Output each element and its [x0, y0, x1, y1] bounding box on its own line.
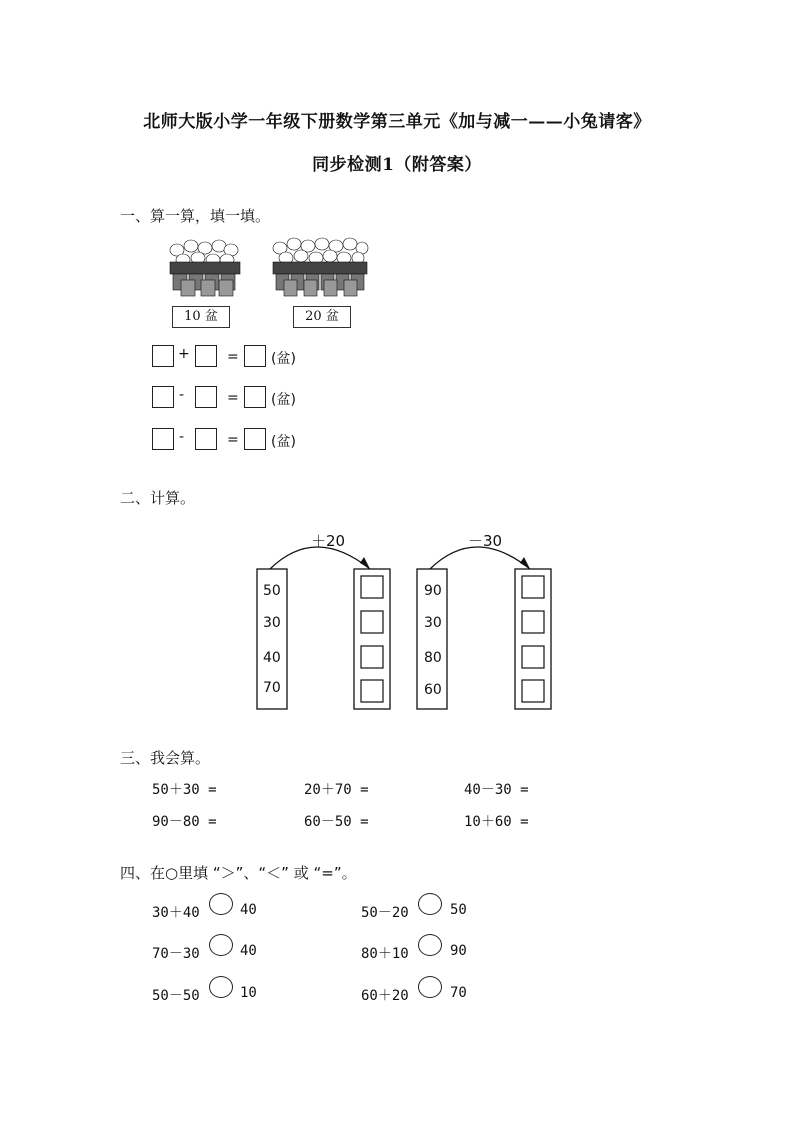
answer-box[interactable]: [244, 345, 266, 367]
compare-left-expr: 50－20: [361, 905, 409, 921]
compare-left-expr: 80＋10: [361, 946, 409, 962]
arithmetic-problem: 60－50 =: [304, 814, 369, 830]
section-3-heading: 三、我会算。: [120, 749, 211, 767]
compare-circle[interactable]: [418, 893, 442, 915]
answer-box[interactable]: [195, 386, 217, 408]
answer-box[interactable]: [244, 386, 266, 408]
compare-right-value: 40: [240, 943, 257, 959]
arithmetic-problem: 50＋30 =: [152, 782, 217, 798]
section-1-heading: 一、算一算，填一填。: [120, 207, 271, 225]
answer-box[interactable]: [152, 386, 174, 408]
pot-count-label-2: 20 盆: [293, 306, 351, 328]
compare-left-expr: 70－30: [152, 946, 200, 962]
strip-number: 30: [424, 615, 442, 631]
page-subtitle: 同步检测1（附答案）: [312, 155, 482, 175]
strip-number: 60: [424, 682, 442, 698]
strip-number: 70: [263, 680, 281, 696]
unit-label: (盆): [271, 434, 296, 450]
answer-box[interactable]: [195, 428, 217, 450]
equals-sign: =: [227, 349, 239, 365]
operation-label-right: －30: [468, 532, 503, 550]
arrow-head-icon: [520, 557, 530, 569]
calc-diagram: [250, 525, 560, 720]
equals-sign: =: [227, 390, 239, 406]
operator: -: [179, 429, 185, 445]
strip-number: 80: [424, 650, 442, 666]
compare-right-value: 10: [240, 985, 257, 1001]
compare-circle[interactable]: [209, 934, 233, 956]
arithmetic-problem: 20＋70 =: [304, 782, 369, 798]
equals-sign: =: [227, 432, 239, 448]
operator: -: [179, 387, 185, 403]
unit-label: (盆): [271, 351, 296, 367]
strip-number: 90: [424, 583, 442, 599]
compare-circle[interactable]: [209, 976, 233, 998]
operation-label-left: ＋20: [311, 532, 346, 550]
section-4-heading: 四、在○里填 “＞”、“＜” 或 “=”。: [120, 864, 357, 882]
arithmetic-problem: 40－30 =: [464, 782, 529, 798]
answer-box[interactable]: [244, 428, 266, 450]
compare-left-expr: 60＋20: [361, 988, 409, 1004]
compare-left-expr: 30＋40: [152, 905, 200, 921]
compare-left-expr: 50－50: [152, 988, 200, 1004]
flower-pots-image-large: [270, 236, 370, 298]
compare-right-value: 50: [450, 902, 467, 918]
operator: +: [178, 346, 190, 362]
strip-number: 40: [263, 650, 281, 666]
section-2-heading: 二、计算。: [120, 489, 196, 507]
unit-label: (盆): [271, 392, 296, 408]
answer-box[interactable]: [152, 428, 174, 450]
compare-circle[interactable]: [418, 934, 442, 956]
flower-pots-image-small: [165, 236, 245, 298]
arrow-head-icon: [360, 557, 370, 569]
arithmetic-problem: 90－80 =: [152, 814, 217, 830]
pot-count-label-1: 10 盆: [172, 306, 230, 328]
compare-circle[interactable]: [418, 976, 442, 998]
compare-right-value: 90: [450, 943, 467, 959]
compare-right-value: 70: [450, 985, 467, 1001]
page-title: 北师大版小学一年级下册数学第三单元《加与减一——小兔请客》: [143, 112, 651, 132]
arithmetic-problem: 10＋60 =: [464, 814, 529, 830]
compare-right-value: 40: [240, 902, 257, 918]
answer-box[interactable]: [195, 345, 217, 367]
strip-number: 50: [263, 583, 281, 599]
answer-box[interactable]: [152, 345, 174, 367]
strip-number: 30: [263, 615, 281, 631]
compare-circle[interactable]: [209, 893, 233, 915]
